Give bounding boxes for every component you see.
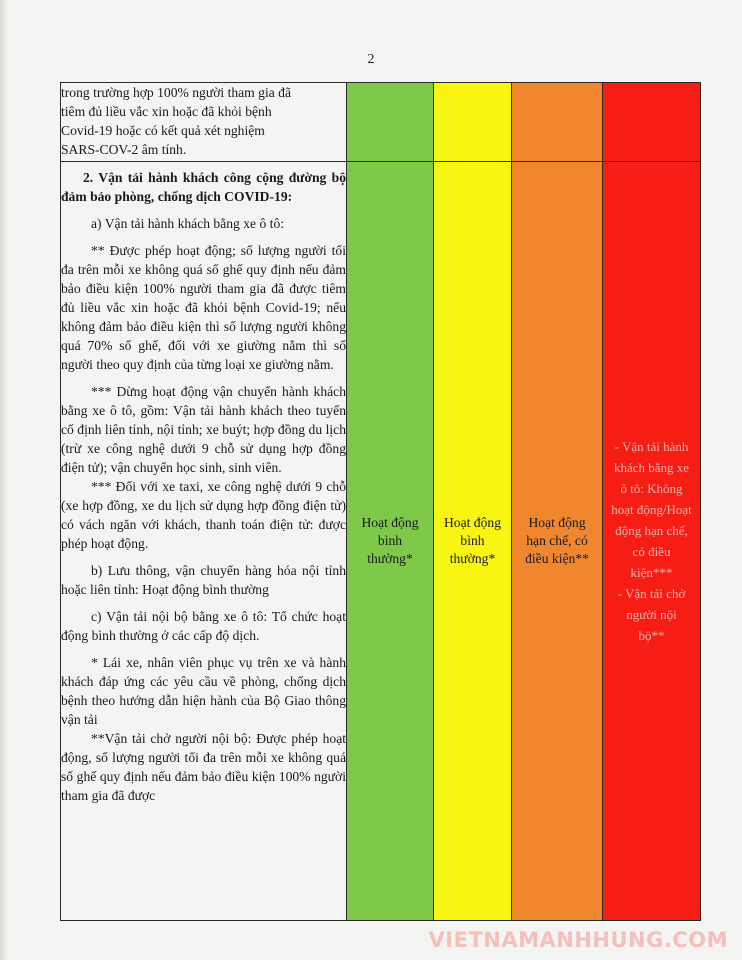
status-line: - Vận tải hành <box>614 439 689 454</box>
level2-yellow-cell <box>434 83 512 162</box>
table-row <box>61 83 701 162</box>
status-line: bộ** <box>638 628 665 643</box>
covid-level-table <box>60 82 701 921</box>
level4-status-cell <box>603 162 701 921</box>
paragraph: **Vận tải chở người nội bộ: Được phép hoạt động, số lượng người tối đa trên mỗi xe không quá số ghế quy định nếu đảm bảo điều kiện 100% người tham gia đã được <box>61 731 346 803</box>
status-line: thường* <box>367 551 413 566</box>
status-line: động hạn chế, <box>615 523 688 538</box>
section-heading: 2. Vận tải hành khách công cộng đường bộ đảm bảo phòng, chống dịch COVID-19: <box>61 170 346 204</box>
table-row <box>61 162 701 921</box>
text-line: Covid-19 hoặc có kết quả xét nghiệm <box>61 123 265 138</box>
text-line: tiêm đủ liều vắc xin hoặc đã khỏi bệnh <box>61 104 272 119</box>
status-line: ô tô: Không <box>620 481 683 496</box>
paragraph: * Lái xe, nhân viên phục vụ trên xe và hành khách đáp ứng các yêu cầu về phòng, chống dịch bệnh theo hướng dẫn hiện hành của Bộ Giao thông vận tải <box>61 655 346 727</box>
status-line: hạn chế, có <box>526 533 588 548</box>
level2-status-cell <box>434 162 512 921</box>
status-line: Hoạt động <box>361 515 419 530</box>
level3-orange-cell <box>512 83 603 162</box>
paragraph: c) Vận tải nội bộ bằng xe ô tô: Tổ chức hoạt động bình thường ở các cấp độ dịch. <box>61 609 346 643</box>
paragraph: *** Dừng hoạt động vận chuyển hành khách bằng xe ô tô, gồm: Vận tải hành khách theo tuyến cố định liên tỉnh, nội tỉnh; xe buýt; hợp đồng du lịch (trừ xe công nghệ dưới 9 chỗ sử dụng hợp đồng điện tử); vận chuyển học sinh, sinh viên. <box>61 384 346 475</box>
page-number: 2 <box>367 52 375 67</box>
paragraph: *** Đối với xe taxi, xe công nghệ dưới 9 chỗ (xe hợp đồng, xe du lịch sử dụng hợp đồng điện tử) có vách ngăn với khách, thanh toán điện tử: được phép hoạt động. <box>61 479 346 551</box>
paragraph: a) Vận tải hành khách bằng xe ô tô: <box>91 216 285 231</box>
status-line: bình <box>460 533 485 548</box>
status-line: người nội <box>626 607 677 622</box>
level1-green-cell <box>347 83 434 162</box>
status-line: điều kiện** <box>525 551 589 566</box>
status-line: hoạt động/Hoạt <box>611 502 692 517</box>
status-line: có điều <box>632 544 671 559</box>
watermark-logo: VIETNAMANHHUNG.COM <box>428 928 728 952</box>
level1-status-cell <box>347 162 434 921</box>
text-line: trong trường hợp 100% người tham gia đã <box>61 85 291 100</box>
paragraph: ** Được phép hoạt động; số lượng người tối đa trên mỗi xe không quá số ghế quy định nếu đảm bảo điều kiện 100% người tham gia đã được tiêm đủ liều vắc xin hoặc đã khỏi bệnh Covid-19; nếu không đảm bảo điều kiện thì số lượng người không quá 70% số ghế, đối với xe giường nằm thì số người theo quy định của từng loại xe giường nằm. <box>61 243 346 372</box>
status-line: kiện*** <box>630 565 673 580</box>
status-line: bình <box>377 533 403 548</box>
text-line: SARS-COV-2 âm tính. <box>61 142 187 157</box>
status-line: khách bằng xe <box>613 460 690 475</box>
page-shadow-edge <box>0 0 8 960</box>
row1-text-cell <box>61 83 347 162</box>
status-line: thường* <box>449 551 496 566</box>
level4-red-cell <box>603 83 701 162</box>
row2-text-cell <box>61 162 347 921</box>
red-status-text <box>603 436 700 646</box>
status-line: - Vận tải chở <box>617 586 686 601</box>
status-line: Hoạt động <box>528 515 586 530</box>
level3-status-cell <box>512 162 603 921</box>
status-line: Hoạt động <box>443 515 501 530</box>
paragraph: b) Lưu thông, vận chuyển hàng hóa nội tỉnh hoặc liên tỉnh: Hoạt động bình thường <box>61 563 346 597</box>
